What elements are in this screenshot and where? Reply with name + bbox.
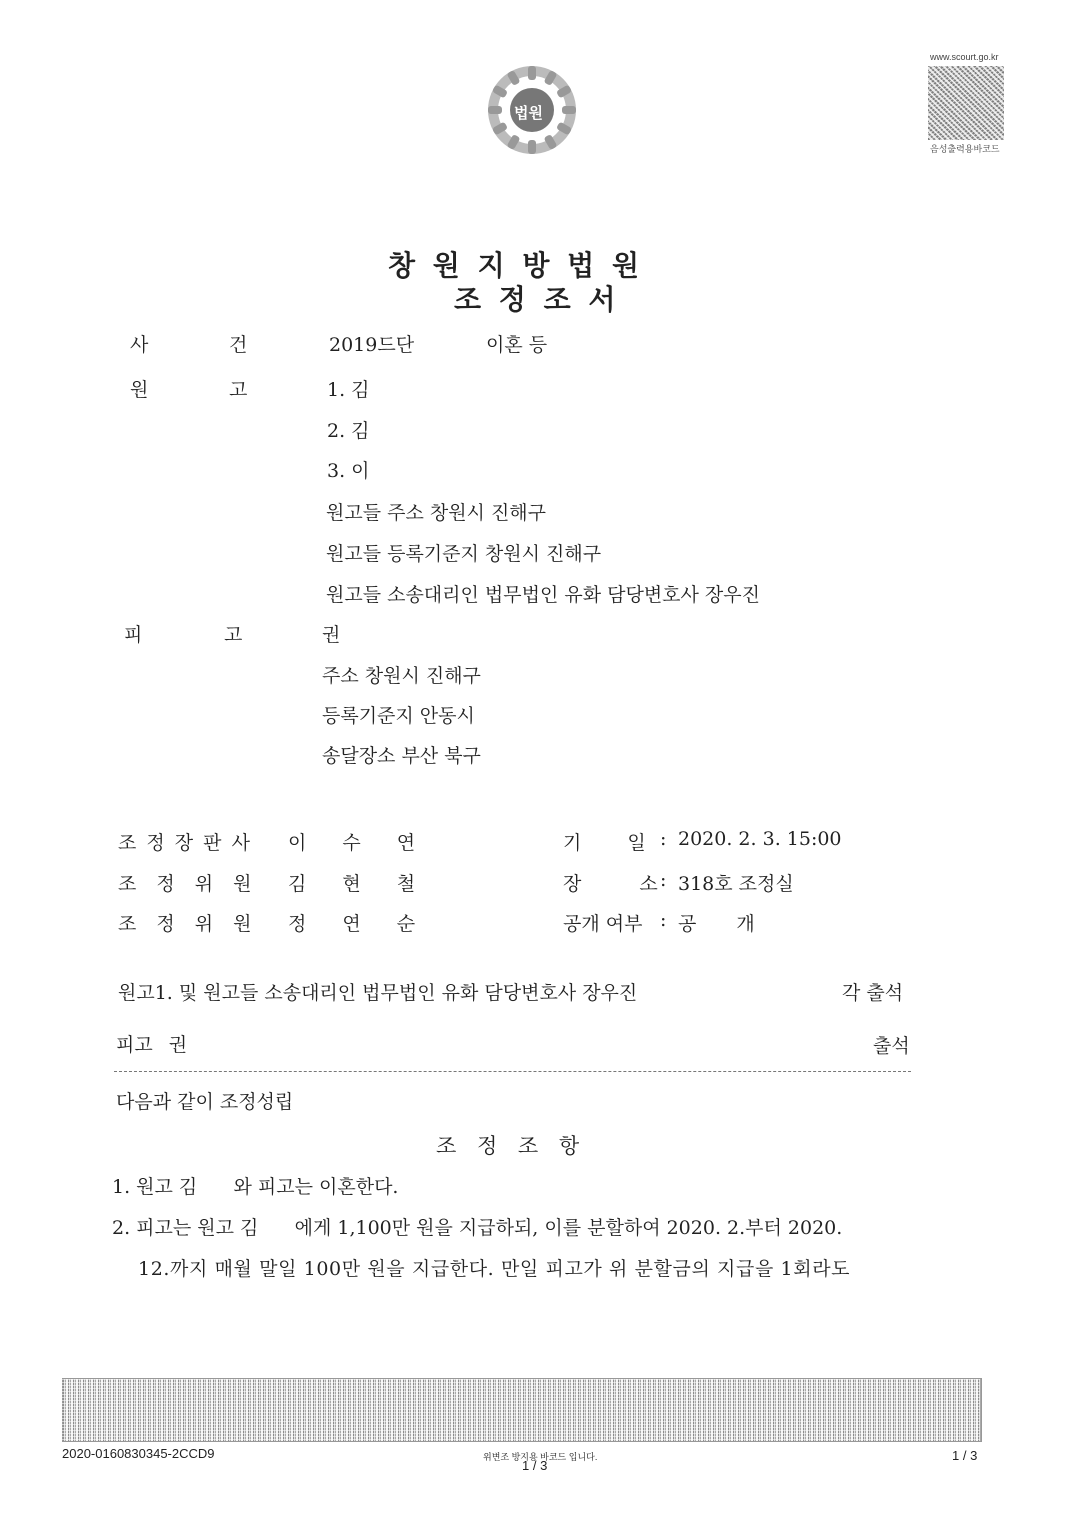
attendance-status: 출석	[873, 1035, 910, 1057]
plaintiff-line: 3. 이	[327, 460, 370, 482]
plaintiff-line: 원고들 소송대리인 법무법인 유화 담당변호사 장우진	[326, 584, 760, 606]
page-number-right: 1 / 3	[952, 1448, 978, 1463]
session-key: 기 일	[563, 832, 646, 854]
clause-2-line-2: 12.까지 매월 말일 100만 원을 지급한다. 만일 피고가 위 분할금의 지급을 1회라도	[138, 1258, 851, 1280]
session-colon: :	[660, 869, 667, 891]
attendance-who: 원고1. 및 원고들 소송대리인 법무법인 유화 담당변호사 장우진	[118, 982, 638, 1004]
plaintiff-line: 2. 김	[327, 420, 370, 442]
attendance-status: 각 출석	[842, 982, 904, 1004]
plaintiff-line: 1. 김	[327, 379, 370, 401]
defendant-label-pi: 피	[124, 624, 143, 646]
case-label-sa: 사	[130, 334, 149, 356]
intro-text: 다음과 같이 조정성립	[116, 1091, 294, 1113]
page-number-center: 1 / 3	[522, 1458, 548, 1473]
plaintiff-line: 원고들 등록기준지 창원시 진해구	[326, 543, 602, 565]
defendant-line: 등록기준지 안동시	[322, 705, 475, 727]
official-name: 정 연 순	[288, 913, 416, 935]
session-value: 2020. 2. 3. 15:00	[678, 828, 842, 850]
defendant-label-go: 고	[224, 624, 243, 646]
session-colon: :	[660, 828, 667, 850]
document-code: 2020-0160830345-2CCD9	[62, 1446, 215, 1461]
official-name: 김 현 철	[288, 873, 416, 895]
attendance-who: 피고 권	[116, 1034, 188, 1056]
session-key: 공개 여부	[563, 913, 643, 935]
session-colon: :	[660, 909, 667, 931]
barcode-caption: 음성출력용바코드	[930, 144, 1000, 154]
session-key: 장 소	[563, 873, 658, 895]
defendant-line: 송달장소 부산 북구	[322, 745, 481, 767]
court-name: 창 원 지 방 법 원	[388, 249, 644, 282]
session-value: 318호 조정실	[678, 873, 794, 895]
session-value: 공 개	[678, 913, 755, 935]
case-label-geon: 건	[229, 334, 248, 356]
document-title: 조 정 조 서	[454, 283, 620, 316]
emblem-label: 법원	[514, 105, 543, 122]
official-role: 조 정 위 원	[118, 913, 252, 935]
defendant-line: 권	[322, 624, 341, 646]
plaintiff-label-go: 고	[229, 379, 248, 401]
plaintiff-label-won: 원	[130, 379, 149, 401]
clause-2-line-1: 2. 피고는 원고 김 에게 1,100만 원을 지급하되, 이를 분할하여 2020. 2.부터 2020.	[112, 1217, 843, 1239]
official-role: 조 정 위 원	[118, 873, 252, 895]
dashed-divider	[114, 1071, 911, 1072]
official-role: 조 정 장 판 사	[118, 832, 252, 854]
barcode-note: 위변조 방지용 바코드 입니다.	[483, 1452, 598, 1462]
official-name: 이 수 연	[288, 832, 416, 854]
defendant-line: 주소 창원시 진해구	[322, 665, 481, 687]
section-title: 조 정 조 항	[436, 1134, 580, 1158]
clause-1: 1. 원고 김 와 피고는 이혼한다.	[112, 1176, 399, 1198]
case-number: 2019드단	[329, 334, 415, 356]
plaintiff-line: 원고들 주소 창원시 진해구	[326, 502, 547, 524]
url-text: www.scourt.go.kr	[930, 52, 999, 62]
case-name: 이혼 등	[486, 334, 548, 356]
